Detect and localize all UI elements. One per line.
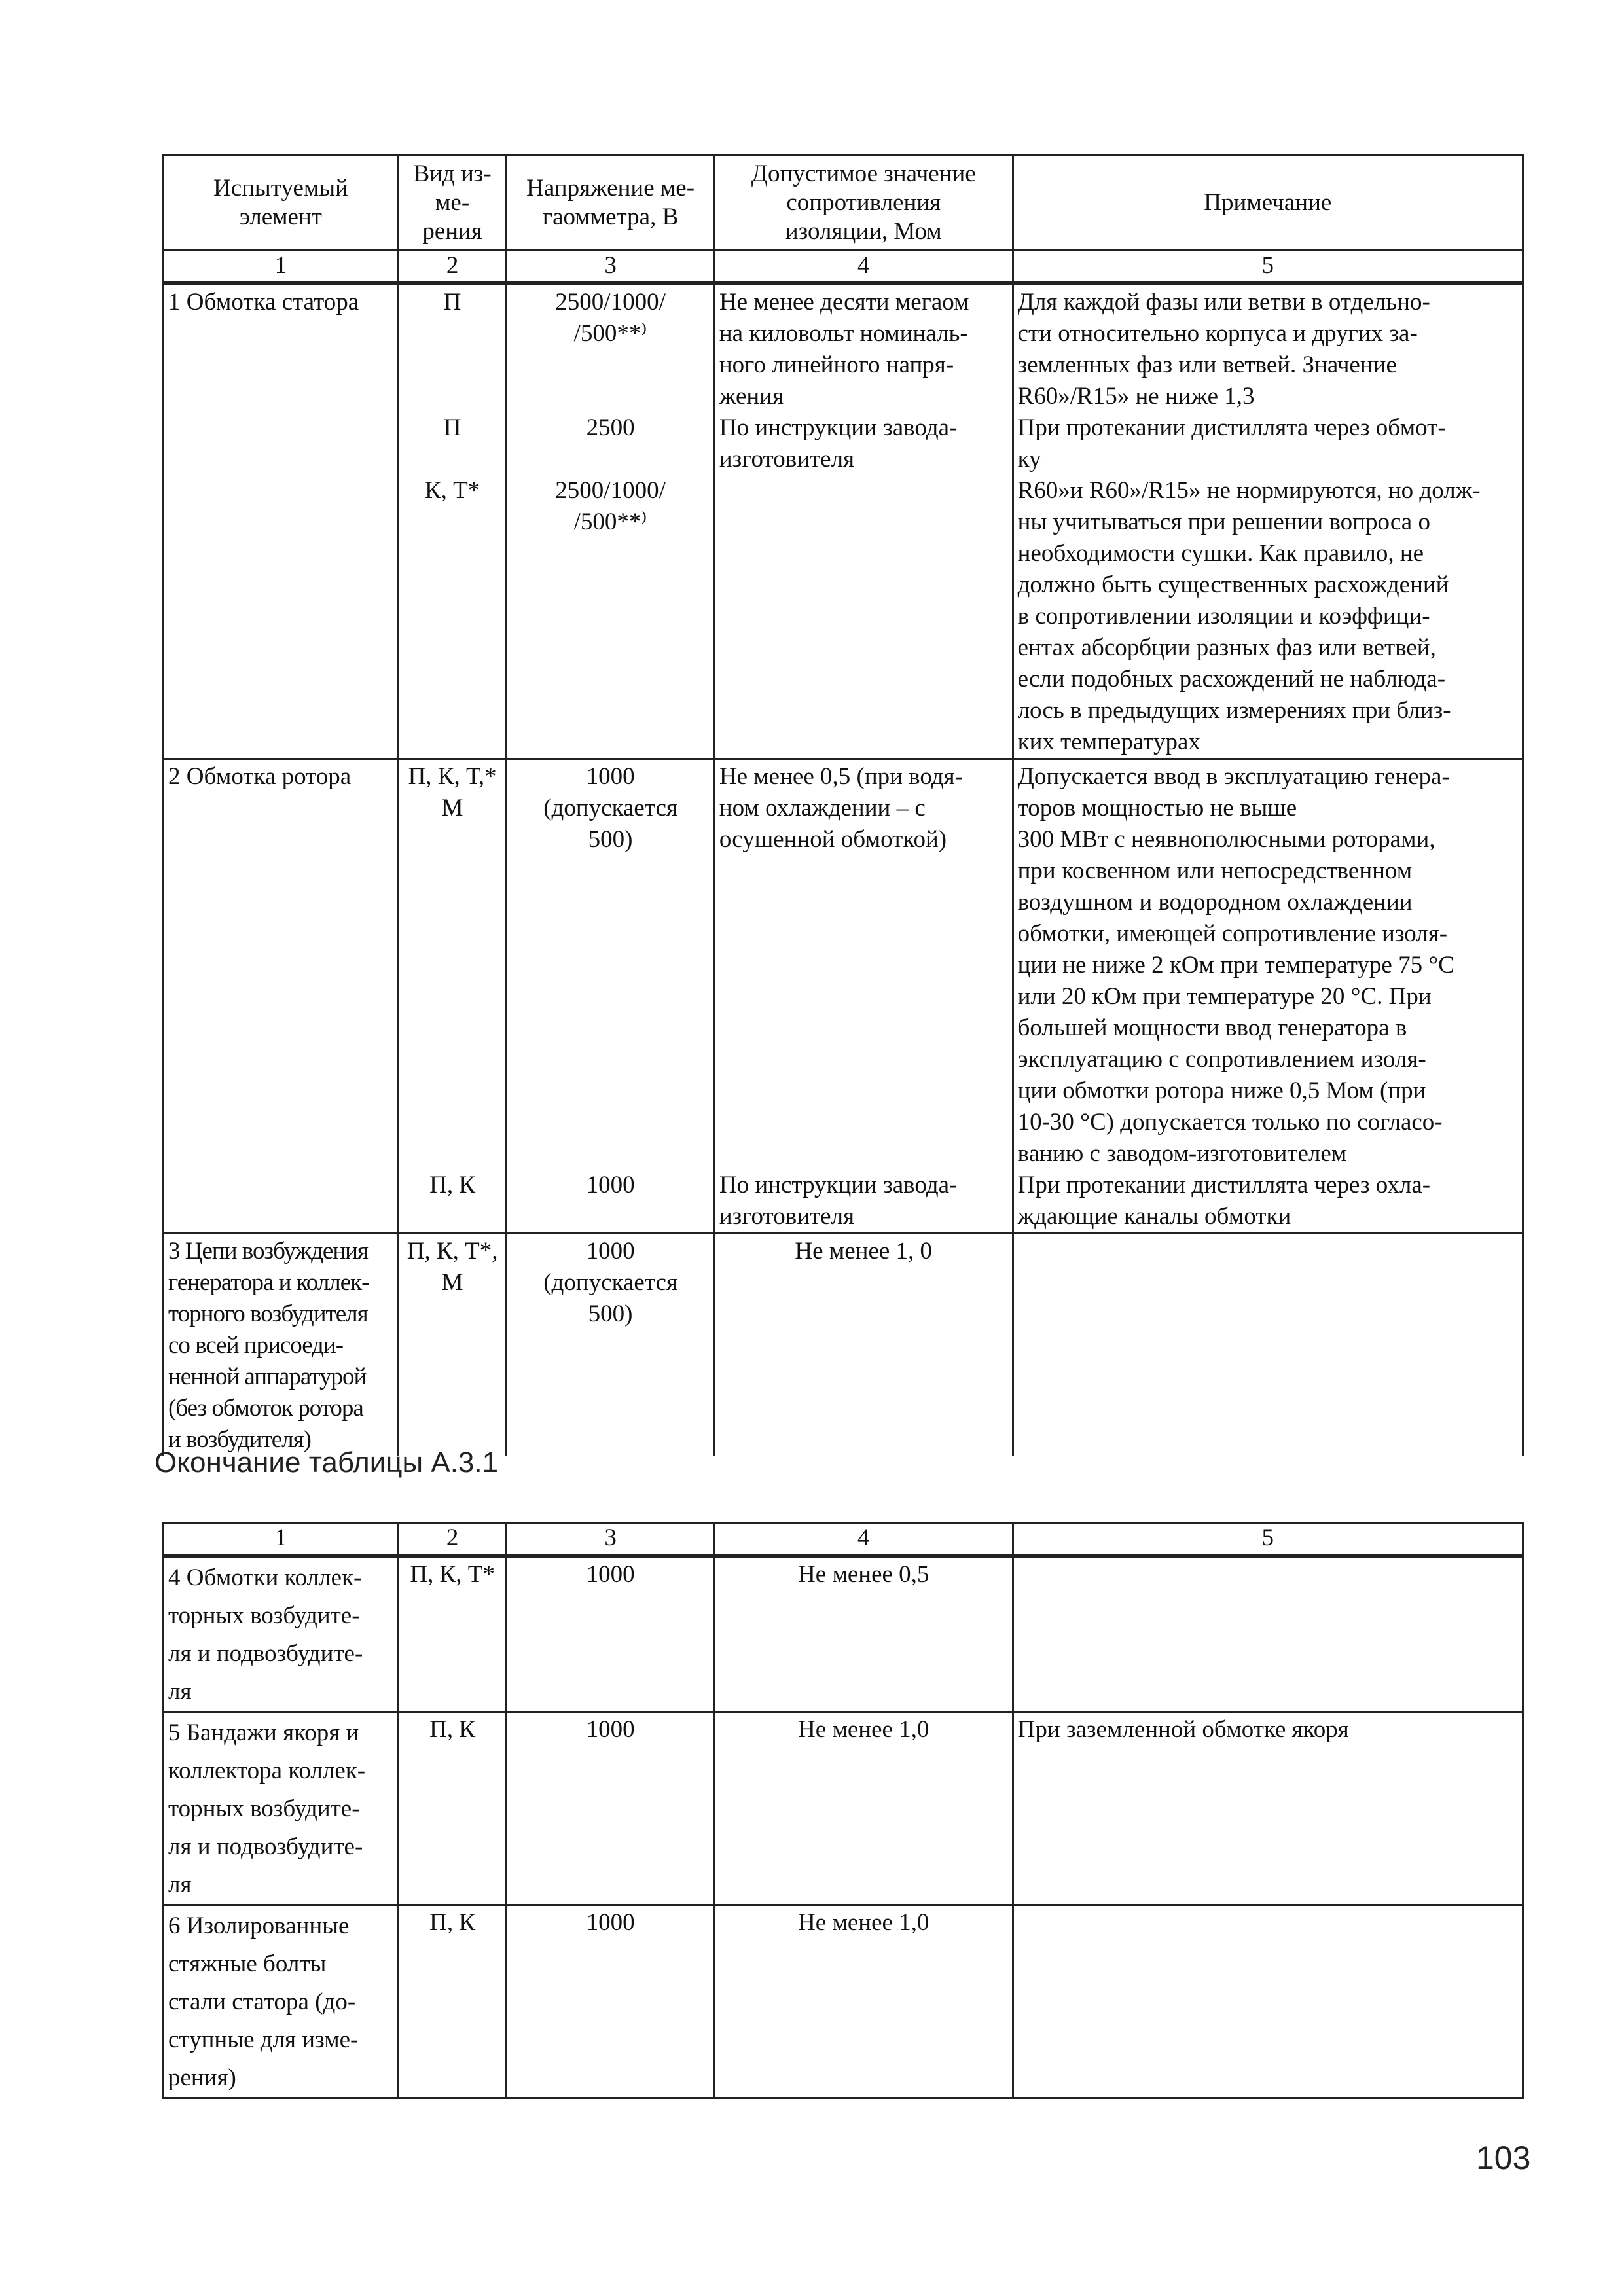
kind-text: П, К — [429, 1716, 476, 1743]
row-element — [164, 1712, 399, 1905]
header-tested-element — [164, 155, 399, 251]
element-text: 3 Цепи возбуждения генератора и коллек- торного возбудителя со всей присоеди- ненной аппаратурой (без обмоток ротора и возбудителя) — [168, 1238, 369, 1453]
element-text: 5 Бандажи якоря и коллектора коллек- торных возбудите- ля и подвозбудите- ля — [168, 1719, 366, 1898]
row-kind — [398, 759, 506, 1234]
kind-text: П, К, Т* — [410, 1561, 495, 1588]
col-number: 4 — [714, 1523, 1013, 1556]
value-text: Не менее 1, 0 — [795, 1238, 933, 1265]
voltage-text: 2500/1000/ /500**⁾ — [555, 289, 666, 347]
element-text: 4 Обмотки коллек- торных возбудите- ля и подвозбудите- ля — [168, 1564, 363, 1705]
value-text: Не менее 1,0 — [798, 1909, 929, 1936]
kind-text: П — [443, 414, 461, 441]
col-number: 4 — [714, 251, 1013, 284]
row-note — [1013, 1234, 1523, 1456]
column-number-row — [164, 251, 1523, 284]
table-continuation-caption: Окончание таблицы А.3.1 — [154, 1446, 499, 1479]
header-note — [1013, 155, 1523, 251]
row-kind — [398, 1234, 506, 1456]
table-row — [164, 283, 1523, 759]
voltage-text: 1000 — [586, 1561, 635, 1588]
kind-text: П, К — [429, 1909, 476, 1936]
row-kind — [398, 1556, 506, 1712]
row-element — [164, 1556, 399, 1712]
note-text: Допускается ввод в эксплуатацию генера- торов мощностью не выше 300 МВт с неявнополюсными роторами, при косвенном или непосредственном воздушном и водородном охлаждении обмотки, имеющей сопротивление изоля- ции не ниже 2 кОм при температуре 75 °С или 20 кОм при температуре 20 °С. При большей мощности ввод генератора в эксплуатацию с сопротивлением изоля- ции обмотки ротора ниже 0,5 Мом (при 10-30 °С) допускается только по согласо- ванию с заводом-изготовителем — [1017, 763, 1454, 1167]
row-kind — [398, 1905, 506, 2098]
table-row — [164, 1234, 1523, 1456]
kind-text: П, К — [429, 1172, 476, 1198]
row-note — [1013, 283, 1523, 759]
table-row — [164, 1712, 1523, 1905]
row-value — [714, 1234, 1013, 1456]
col-number: 2 — [398, 251, 506, 284]
voltage-text: 1000 — [586, 1172, 635, 1198]
header-col5-text: Примечание — [1204, 188, 1332, 216]
value-text: По инструкции завода- изготовителя — [719, 414, 958, 473]
col-number: 3 — [507, 1523, 715, 1556]
table-row — [164, 1905, 1523, 2098]
row-voltage — [507, 759, 715, 1234]
header-measurement-type — [398, 155, 506, 251]
col-number: 2 — [398, 1523, 506, 1556]
page-number: 103 — [1476, 2140, 1531, 2176]
note-text: При заземленной обмотке якоря — [1017, 1716, 1349, 1743]
kind-text: П, К, Т*, М — [406, 1238, 498, 1296]
header-col3-text: Напряжение ме- гаомметра, В — [526, 174, 695, 230]
table-row — [164, 1556, 1523, 1712]
table-row — [164, 759, 1523, 1234]
row-voltage — [507, 283, 715, 759]
voltage-text: 1000 (допускается 500) — [543, 763, 677, 853]
header-col1-text: Испытуемый элемент — [213, 174, 348, 230]
row-value — [714, 1905, 1013, 2098]
value-text: Не менее 1,0 — [798, 1716, 929, 1743]
row-value — [714, 1712, 1013, 1905]
note-text: При протекании дистиллята через охла- ждающие каналы обмотки — [1017, 1172, 1431, 1230]
row-voltage — [507, 1905, 715, 2098]
value-text: Не менее десяти мегаом на киловольт номиналь- ного линейного напря- жения — [719, 289, 969, 410]
row-value — [714, 759, 1013, 1234]
col-number: 1 — [164, 1523, 399, 1556]
col-number: 5 — [1013, 1523, 1523, 1556]
row-voltage — [507, 1556, 715, 1712]
note-text: R60»и R60»/R15» не нормируются, но долж- ны учитываться при решении вопроса о необходимости сушки. Как правило, не должно быть существенных расхождений в сопротивлении изоляции и коэффици- ентах абсорбции разных фаз или ветвей, если подобных расхождений не наблюда- лось в предыдущих измерениях при близ- ких температурах — [1017, 477, 1481, 755]
row-element — [164, 1234, 399, 1456]
value-text: По инструкции завода- изготовителя — [719, 1172, 958, 1230]
col-number: 1 — [164, 251, 399, 284]
row-note — [1013, 1712, 1523, 1905]
kind-text: П, К, Т,* М — [408, 763, 497, 821]
voltage-text: 1000 — [586, 1716, 635, 1743]
header-col4-text: Допустимое значение сопротивления изоляции, Мом — [751, 160, 976, 245]
header-megohmmeter-voltage — [507, 155, 715, 251]
header-col2-text: Вид из- ме- рения — [413, 160, 492, 245]
col-number: 5 — [1013, 251, 1523, 284]
voltage-text: 2500/1000/ /500**⁾ — [555, 477, 666, 535]
insulation-table-part1 — [162, 154, 1524, 1456]
note-text: Для каждой фазы или ветви в отдельно- сти относительно корпуса и других за- земленных фаз или ветвей. Значение R60»/R15» не ниже 1,3 — [1017, 289, 1430, 410]
row-voltage — [507, 1712, 715, 1905]
row-note — [1013, 1905, 1523, 2098]
header-allowed-resistance — [714, 155, 1013, 251]
value-text: Не менее 0,5 — [798, 1561, 929, 1588]
element-text: 1 Обмотка статора — [168, 289, 359, 315]
row-kind — [398, 1712, 506, 1905]
row-voltage — [507, 1234, 715, 1456]
row-value — [714, 1556, 1013, 1712]
row-element — [164, 283, 399, 759]
kind-text: К, Т* — [424, 477, 480, 504]
row-element — [164, 759, 399, 1234]
col-number: 3 — [507, 251, 715, 284]
row-element — [164, 1905, 399, 2098]
value-text: Не менее 0,5 (при водя- ном охлаждении – с осушенной обмоткой) — [719, 763, 963, 853]
insulation-table-part2 — [162, 1522, 1524, 2099]
row-value — [714, 283, 1013, 759]
column-number-row — [164, 1523, 1523, 1556]
voltage-text: 1000 — [586, 1909, 635, 1936]
row-note — [1013, 1556, 1523, 1712]
voltage-text: 2500 — [586, 414, 635, 441]
element-text: 6 Изолированные стяжные болты стали статора (до- ступные для изме- рения) — [168, 1912, 359, 2091]
kind-text: П — [443, 289, 461, 315]
note-text: При протекании дистиллята через обмот- ку — [1017, 414, 1446, 473]
row-kind — [398, 283, 506, 759]
voltage-text: 1000 (допускается 500) — [543, 1238, 677, 1327]
element-text: 2 Обмотка ротора — [168, 763, 352, 790]
row-note — [1013, 759, 1523, 1234]
